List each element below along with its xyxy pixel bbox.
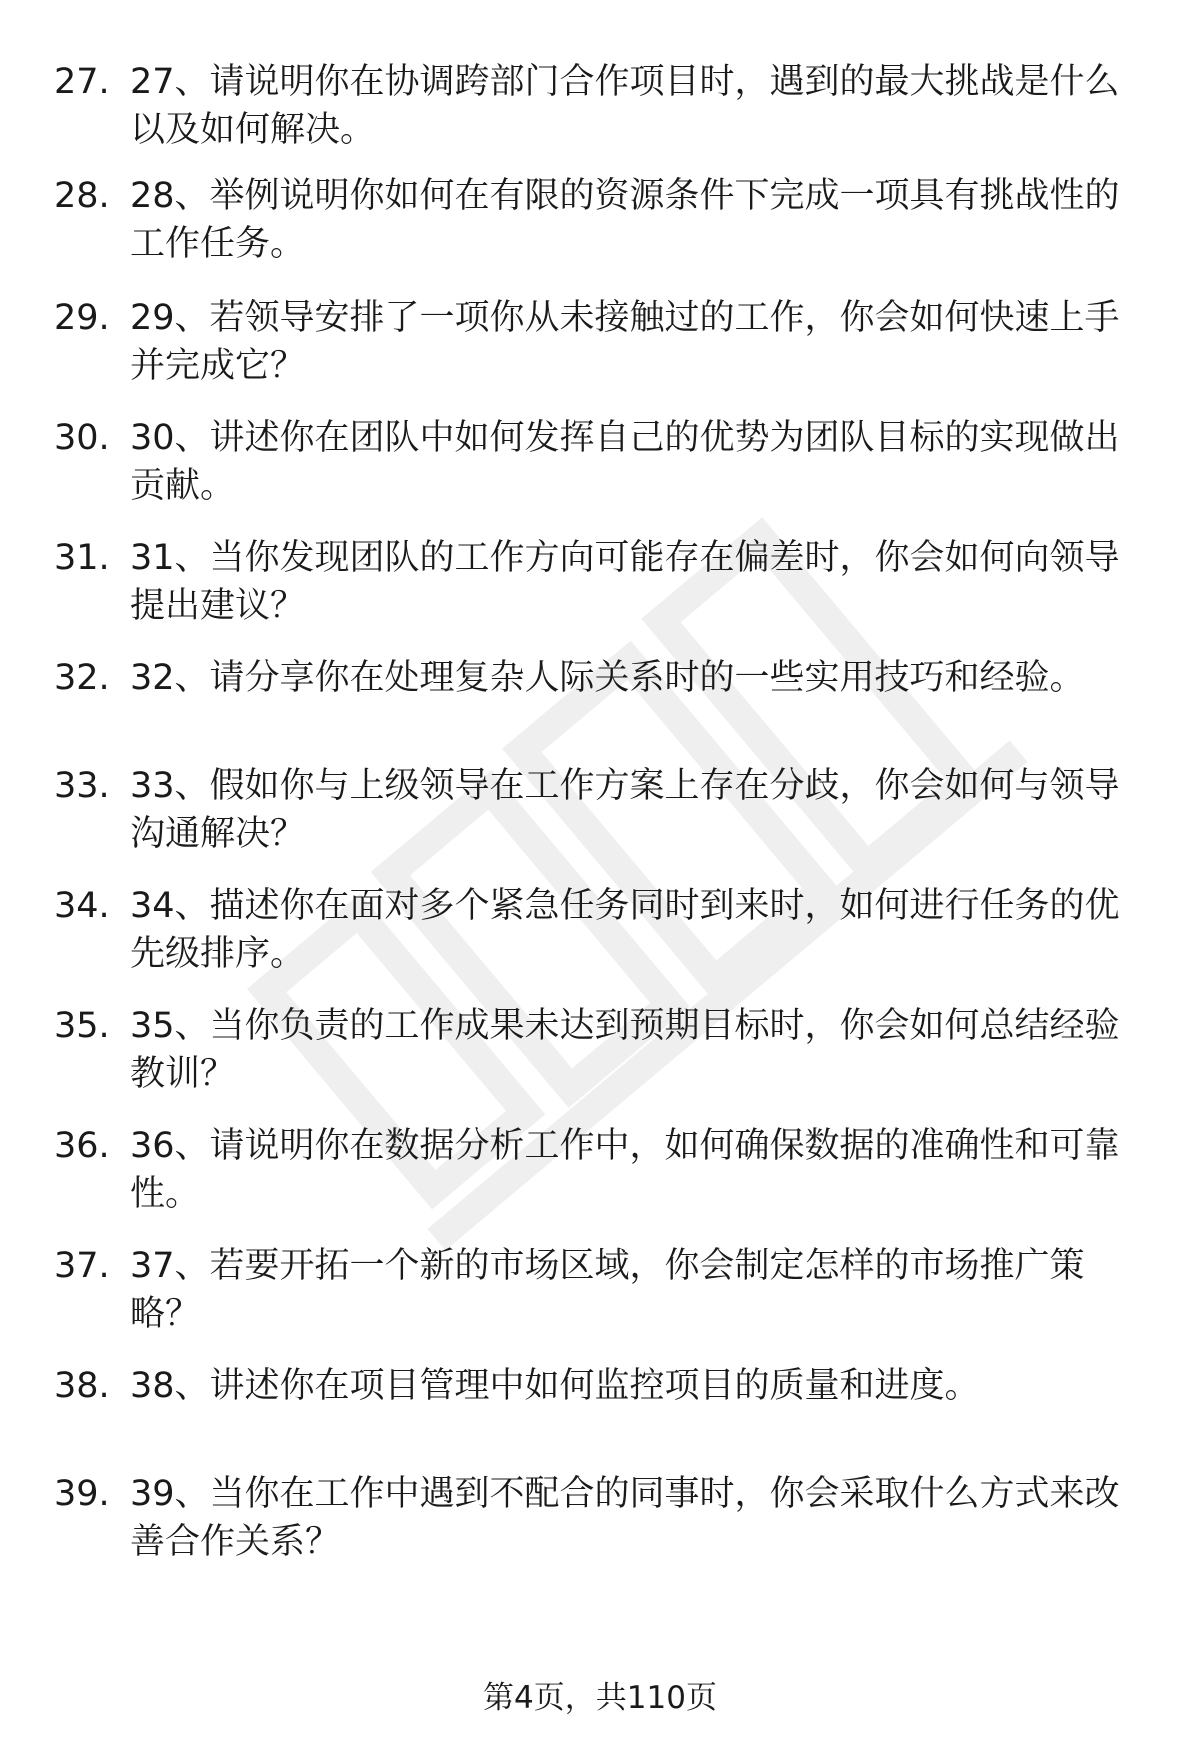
item-text-line: 以及如何解决。: [130, 110, 376, 150]
item-text-line: 先级排序。: [130, 934, 306, 974]
item-text-line: 善合作关系？: [130, 1522, 341, 1562]
item-text: [130, 1002, 1155, 1098]
item-text-line: 教训？: [130, 1054, 236, 1094]
page-number-footer: 第4页，共110页: [483, 1680, 717, 1716]
item-text-line: 29、若领导安排了一项你从未接触过的工作，你会如何快速上手: [130, 298, 1120, 338]
item-text: [130, 882, 1155, 978]
item-text-line: 提出建议？: [130, 586, 306, 626]
item-text-line: 35、当你负责的工作成果未达到预期目标时，你会如何总结经验: [130, 1006, 1120, 1046]
item-text: [130, 414, 1155, 510]
item-text: [130, 1122, 1155, 1218]
item-text-line: 沟通解决？: [130, 814, 306, 854]
item-number: 29.: [54, 298, 110, 338]
item-text: [130, 1470, 1155, 1566]
item-text: [130, 654, 1155, 702]
item-number: 31.: [54, 538, 110, 578]
item-text-line: 38、讲述你在项目管理中如何监控项目的质量和进度。: [130, 1366, 980, 1406]
item-text-line: 31、当你发现团队的工作方向可能存在偏差时，你会如何向领导: [130, 538, 1120, 578]
item-text: [130, 1362, 1155, 1410]
item-number: 39.: [54, 1474, 110, 1514]
item-number: 33.: [54, 766, 110, 806]
item-text-line: 27、请说明你在协调跨部门合作项目时，遇到的最大挑战是什么: [130, 62, 1120, 102]
item-text: [130, 762, 1155, 858]
item-text-line: 39、当你在工作中遇到不配合的同事时，你会采取什么方式来改: [130, 1474, 1120, 1514]
item-number: 28.: [54, 176, 110, 216]
item-number: 32.: [54, 658, 110, 698]
item-number: 38.: [54, 1366, 110, 1406]
item-number: 35.: [54, 1006, 110, 1046]
item-text-line: 28、举例说明你如何在有限的资源条件下完成一项具有挑战性的: [130, 176, 1120, 216]
item-text-line: 37、若要开拓一个新的市场区域，你会制定怎样的市场推广策: [130, 1246, 1085, 1286]
item-number: 37.: [54, 1246, 110, 1286]
item-text-line: 略？: [130, 1294, 201, 1334]
item-text-line: 36、请说明你在数据分析工作中，如何确保数据的准确性和可靠: [130, 1126, 1120, 1166]
item-text-line: 性。: [130, 1174, 201, 1214]
item-text-line: 贡献。: [130, 466, 236, 506]
item-text: [130, 534, 1155, 630]
item-number: 30.: [54, 418, 110, 458]
item-text-line: 工作任务。: [130, 224, 306, 264]
item-text-line: 33、假如你与上级领导在工作方案上存在分歧，你会如何与领导: [130, 766, 1120, 806]
item-number: 36.: [54, 1126, 110, 1166]
item-number: 27.: [54, 62, 110, 102]
item-text: [130, 1242, 1155, 1338]
item-text-line: 30、讲述你在团队中如何发挥自己的优势为团队目标的实现做出: [130, 418, 1120, 458]
item-text: [130, 58, 1155, 154]
item-text-line: 32、请分享你在处理复杂人际关系时的一些实用技巧和经验。: [130, 658, 1085, 698]
item-text-line: 34、描述你在面对多个紧急任务同时到来时，如何进行任务的优: [130, 886, 1120, 926]
item-text-line: 并完成它？: [130, 346, 306, 386]
item-text: [130, 172, 1155, 268]
item-text: [130, 294, 1155, 390]
item-number: 34.: [54, 886, 110, 926]
